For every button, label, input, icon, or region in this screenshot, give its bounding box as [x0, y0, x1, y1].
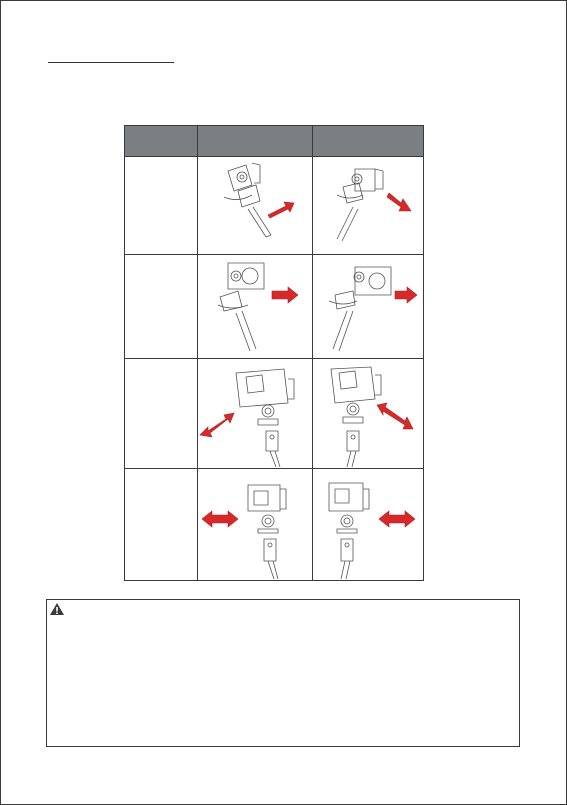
- header-col-3: [312, 126, 423, 156]
- gimbal-camera-tilt-icon: [313, 157, 423, 253]
- gimbal-camera-roll-icon: [198, 359, 312, 467]
- warning-triangle-icon: [49, 602, 65, 616]
- table-row-1-left: [198, 157, 312, 253]
- table-row-3-right: [313, 359, 423, 467]
- gimbal-camera-pan-icon: [313, 469, 423, 579]
- table-row-2-left: [198, 255, 312, 357]
- balance-table: [124, 125, 424, 581]
- warning-box: [46, 599, 520, 747]
- table-header: [125, 126, 423, 156]
- gimbal-camera-pan-icon: [198, 469, 312, 579]
- table-row-2-right: [313, 255, 423, 357]
- gimbal-camera-side-icon: [313, 255, 423, 357]
- table-row-1-right: [313, 157, 423, 253]
- gimbal-camera-side-icon: [198, 255, 312, 357]
- table-row-3-left: [198, 359, 312, 467]
- table-row-4-left: [198, 469, 312, 579]
- gimbal-camera-tilt-icon: [198, 157, 312, 253]
- header-col-2: [197, 126, 312, 156]
- section-heading: [48, 48, 174, 62]
- table-row-4-right: [313, 469, 423, 579]
- heading-underline: [48, 62, 174, 63]
- header-col-1: [125, 126, 197, 156]
- gimbal-camera-roll-icon: [313, 359, 423, 467]
